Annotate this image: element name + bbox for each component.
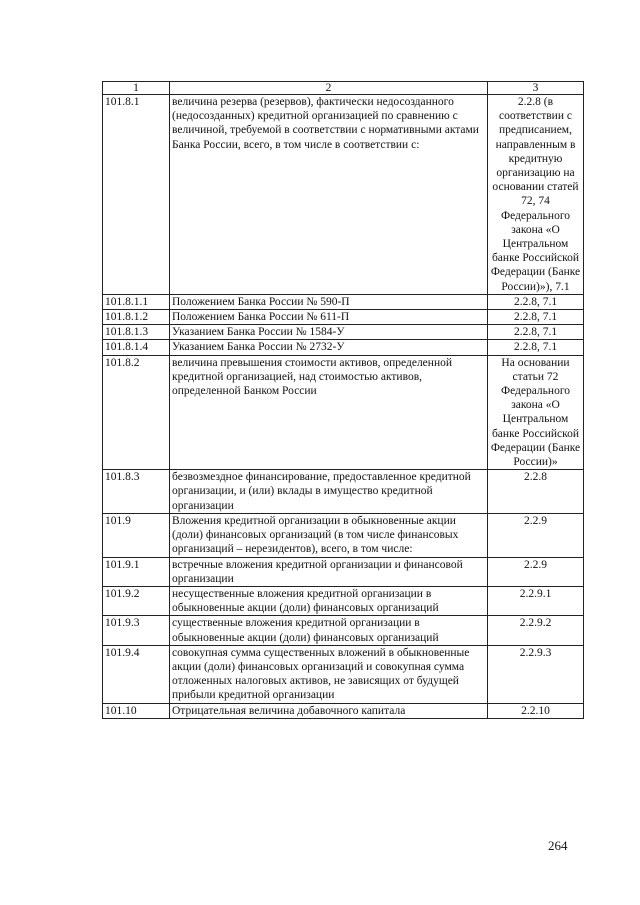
row-code: 101.8.1.4 [103, 340, 170, 355]
table-row [103, 513, 584, 557]
row-code: 101.8.2 [103, 355, 170, 470]
table-row [103, 645, 584, 703]
row-description: совокупная сумма существенных вложений в обыкновенные акции (доли) финансовых организаций и совокупная сумма отложенных налоговых активов, не зависящих от будущей прибыли кредитной организации [170, 645, 488, 703]
row-reference: 2.2.9 [488, 513, 584, 557]
row-code: 101.10 [103, 703, 170, 718]
row-reference: 2.2.10 [488, 703, 584, 718]
row-reference: 2.2.9.2 [488, 616, 584, 645]
row-description: Положением Банка России № 590-П [170, 294, 488, 309]
row-reference: 2.2.8, 7.1 [488, 310, 584, 325]
row-description: Отрицательная величина добавочного капитала [170, 703, 488, 718]
row-code: 101.9.1 [103, 557, 170, 586]
row-reference: На основании статьи 72 Федерального закона «О Центральном банке Российской Федерации (Банке России)» [488, 355, 584, 470]
row-code: 101.8.1 [103, 95, 170, 295]
row-description: величина резерва (резервов), фактически недосозданного (недосозданных) кредитной организацией по сравнению с величиной, требуемой в соответствии с нормативными актами Банка России, всего, в том числе в соответствии с: [170, 95, 488, 295]
row-code: 101.9.4 [103, 645, 170, 703]
row-reference: 2.2.8 [488, 470, 584, 514]
row-reference: 2.2.9.3 [488, 645, 584, 703]
row-reference: 2.2.9 [488, 557, 584, 586]
row-description: Указанием Банка России № 2732-У [170, 340, 488, 355]
table-header-row [103, 82, 584, 95]
table-row [103, 586, 584, 615]
column-header-3: 3 [488, 82, 584, 95]
row-code: 101.8.1.2 [103, 310, 170, 325]
table-row [103, 703, 584, 718]
row-description: Вложения кредитной организации в обыкновенные акции (доли) финансовых организаций (в том числе финансовых организаций – нерезидентов), всего, в том числе: [170, 513, 488, 557]
table-row [103, 470, 584, 514]
row-reference: 2.2.8, 7.1 [488, 294, 584, 309]
row-code: 101.8.1.1 [103, 294, 170, 309]
column-header-1: 1 [103, 82, 170, 95]
row-code: 101.9.2 [103, 586, 170, 615]
table-row [103, 557, 584, 586]
row-description: Положением Банка России № 611-П [170, 310, 488, 325]
table-row [103, 325, 584, 340]
table-row [103, 355, 584, 470]
row-description: существенные вложения кредитной организации в обыкновенные акции (доли) финансовых организаций [170, 616, 488, 645]
row-reference: 2.2.9.1 [488, 586, 584, 615]
table-row [103, 310, 584, 325]
row-description: несущественные вложения кредитной организации в обыкновенные акции (доли) финансовых организаций [170, 586, 488, 615]
page-number: 264 [548, 838, 568, 853]
column-header-2: 2 [170, 82, 488, 95]
row-reference: 2.2.8, 7.1 [488, 325, 584, 340]
table-row [103, 340, 584, 355]
row-description: Указанием Банка России № 1584-У [170, 325, 488, 340]
row-description: величина превышения стоимости активов, определенной кредитной организацией, над стоимостью активов, определенной Банком России [170, 355, 488, 470]
regulation-table [102, 81, 584, 719]
table-row [103, 294, 584, 309]
table-row [103, 95, 584, 295]
row-reference: 2.2.8 (в соответствии с предписанием, направленным в кредитную организацию на основании статей 72, 74 Федерального закона «О Центральном банке Российской Федерации (Банке России)»), 7.1 [488, 95, 584, 295]
row-code: 101.8.3 [103, 470, 170, 514]
row-description: встречные вложения кредитной организации и финансовой организации [170, 557, 488, 586]
row-code: 101.9 [103, 513, 170, 557]
table-row [103, 616, 584, 645]
row-code: 101.9.3 [103, 616, 170, 645]
row-description: безвозмездное финансирование, предоставленное кредитной организации, и (или) вклады в имущество кредитной организации [170, 470, 488, 514]
row-reference: 2.2.8, 7.1 [488, 340, 584, 355]
row-code: 101.8.1.3 [103, 325, 170, 340]
